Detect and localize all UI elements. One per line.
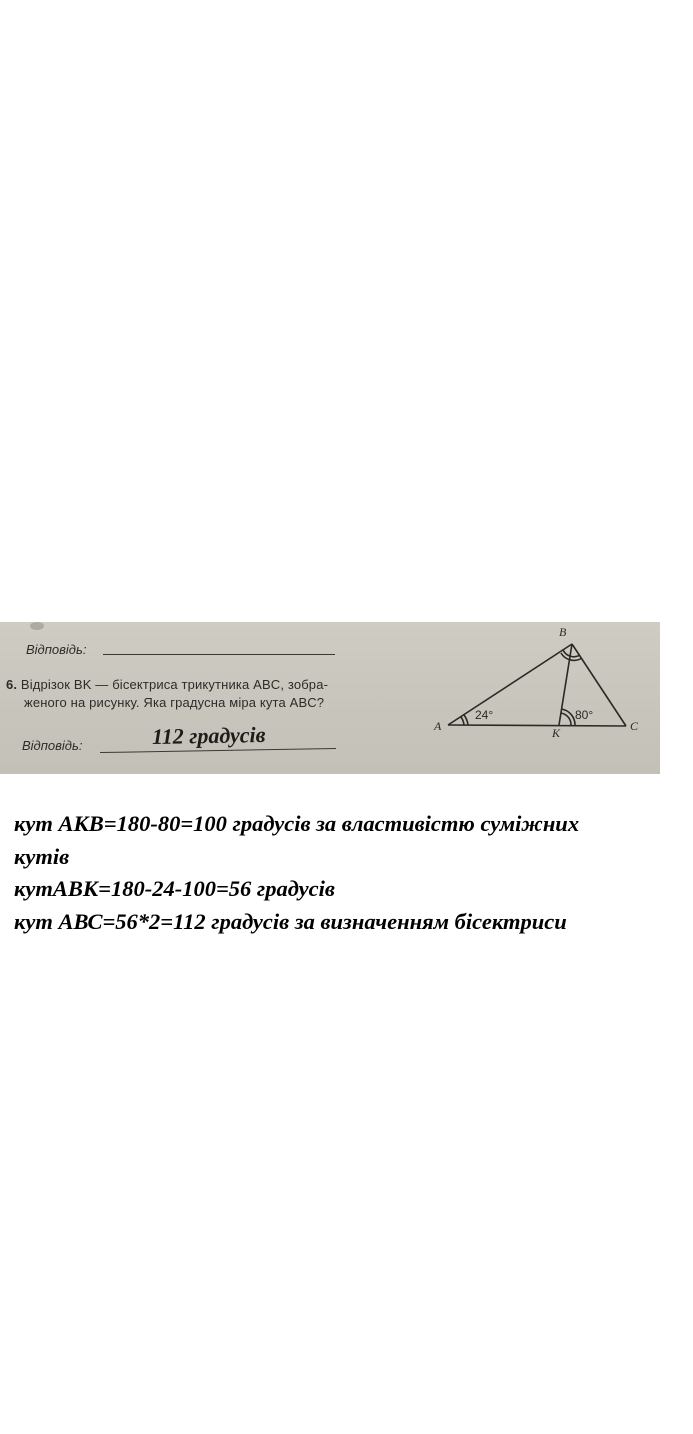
vertex-b-label: B [559, 625, 567, 639]
angle-bkc-value: 80° [575, 708, 594, 722]
vertex-a-label: A [434, 719, 442, 733]
solution-text [14, 808, 679, 938]
side-ab [448, 644, 572, 725]
worksheet-photo [0, 622, 660, 774]
angle-bkc-arc-1 [561, 713, 571, 725]
task-statement-part-1: Відрізок BK — бісектриса трикутника ABC, зобра- [20, 677, 329, 692]
solution-line-2: кутів [14, 843, 70, 869]
handwritten-answer: 112 градусів [151, 722, 266, 749]
angle-a-arc-1 [461, 717, 464, 725]
triangle-figure [420, 622, 660, 774]
vertex-c-label: C [630, 719, 639, 733]
solution-line-3: кутАВК=180-24-100=56 градусів [14, 876, 335, 901]
task-number: 6. [6, 677, 18, 692]
angle-a-value: 24° [475, 708, 494, 722]
paper-stain [30, 622, 44, 630]
side-ac [448, 725, 626, 726]
previous-answer-label: Відповідь: [26, 642, 87, 657]
answer-label: Відповідь: [22, 738, 83, 753]
previous-answer-line [103, 654, 335, 655]
solution-line-4: кут АВС=56*2=112 градусів за визначенням бісектриси [14, 908, 567, 934]
solution-line-1: кут АКВ=180-80=100 градусів за властивістю суміжних [14, 811, 580, 836]
task-text-line-1 [6, 677, 328, 692]
task-text-line-2: женого на рисунку. Яка градусна міра кута ABC? [24, 695, 325, 710]
vertex-k-label: K [552, 726, 561, 740]
